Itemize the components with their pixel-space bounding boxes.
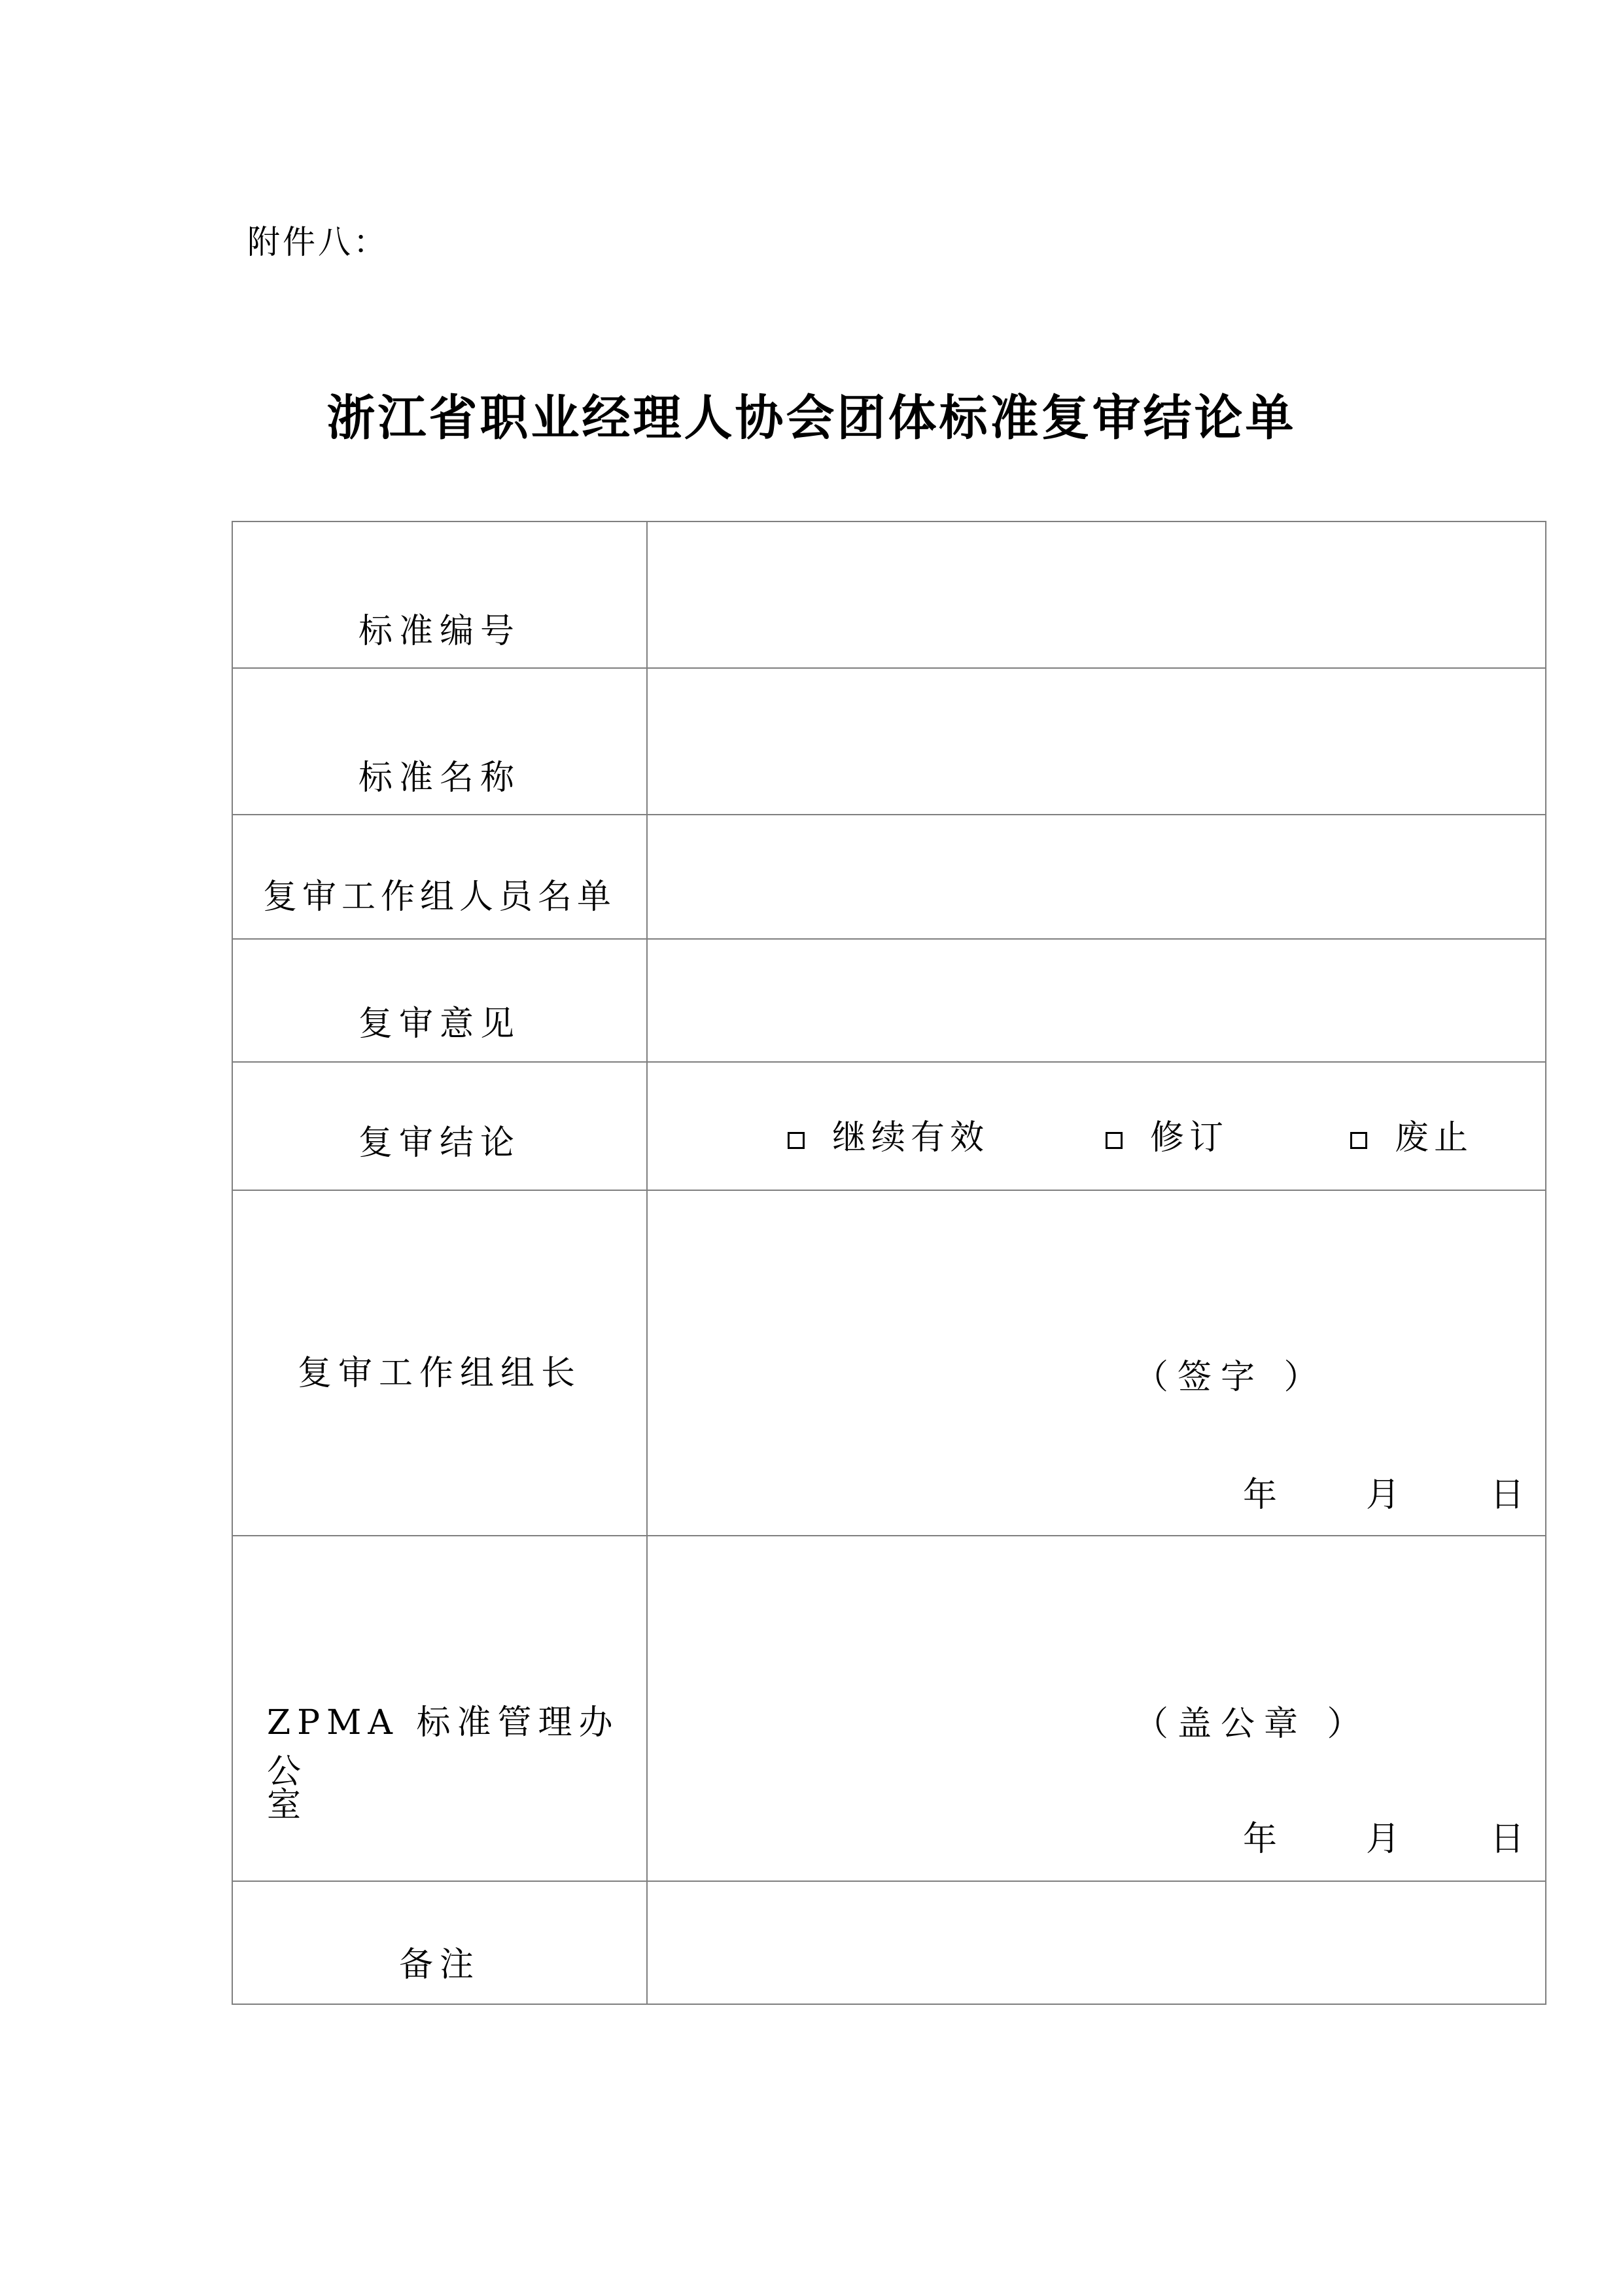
row-standards-office	[232, 1536, 1546, 1881]
option-label: 继续有效	[832, 1118, 990, 1157]
date-year: 年	[1243, 1820, 1278, 1859]
office-label-line2: 室	[267, 1786, 311, 1825]
remarks-field[interactable]	[647, 1881, 1546, 2004]
label-cell	[232, 1881, 647, 2004]
sign-label: （签字 ）	[1134, 1358, 1327, 1397]
row-standard-number	[232, 521, 1546, 668]
review-conclusion-label: 复审结论	[358, 1123, 521, 1163]
row-standard-name	[232, 668, 1546, 815]
label-cell	[232, 1536, 647, 1881]
option-abolish[interactable]	[1350, 1110, 1473, 1159]
review-opinion-label: 复审意见	[358, 1004, 521, 1044]
date-year: 年	[1243, 1475, 1278, 1515]
label-cell	[232, 521, 647, 668]
label-cell	[232, 1190, 647, 1536]
option-label: 废止	[1395, 1118, 1474, 1157]
review-opinion-field[interactable]	[647, 939, 1546, 1062]
seal-label: （盖公章 ）	[1134, 1704, 1370, 1744]
label-cell	[232, 815, 647, 939]
label-cell	[232, 939, 647, 1062]
row-review-leader	[232, 1190, 1546, 1536]
review-conclusion-form	[232, 521, 1546, 2005]
review-leader-label: 复审工作组组长	[297, 1354, 582, 1393]
standard-number-label: 标准编号	[358, 612, 521, 651]
row-review-opinion	[232, 939, 1546, 1062]
review-members-field[interactable]	[647, 815, 1546, 939]
standard-number-field[interactable]	[647, 521, 1546, 668]
row-review-conclusion	[232, 1062, 1546, 1190]
option-revise[interactable]	[1106, 1110, 1229, 1159]
checkbox-icon[interactable]	[788, 1132, 805, 1149]
office-label-line1: ZPMA 标准管理办公	[267, 1703, 620, 1792]
label-cell	[232, 668, 647, 815]
row-review-members	[232, 815, 1546, 939]
date-day: 日	[1490, 1820, 1525, 1859]
date-month: 月	[1366, 1820, 1401, 1859]
remarks-label: 备注	[398, 1945, 480, 1985]
form-title: 浙江省职业经理人协会团体标准复审结论单	[326, 390, 1297, 446]
standard-name-label: 标准名称	[358, 758, 521, 798]
review-conclusion-options	[647, 1062, 1546, 1190]
review-members-label: 复审工作组人员名单	[262, 877, 616, 917]
option-continue-valid[interactable]	[788, 1110, 989, 1159]
date-day: 日	[1490, 1475, 1525, 1515]
row-remarks	[232, 1881, 1546, 2004]
label-cell	[232, 1062, 647, 1190]
standard-name-field[interactable]	[647, 668, 1546, 815]
annex-label: 附件八：	[247, 223, 389, 261]
checkbox-icon[interactable]	[1350, 1132, 1367, 1149]
date-month: 月	[1366, 1475, 1401, 1515]
office-seal-area[interactable]	[647, 1536, 1546, 1881]
checkbox-icon[interactable]	[1106, 1132, 1123, 1149]
review-leader-sign-area[interactable]	[647, 1190, 1546, 1536]
option-label: 修订	[1150, 1118, 1229, 1157]
